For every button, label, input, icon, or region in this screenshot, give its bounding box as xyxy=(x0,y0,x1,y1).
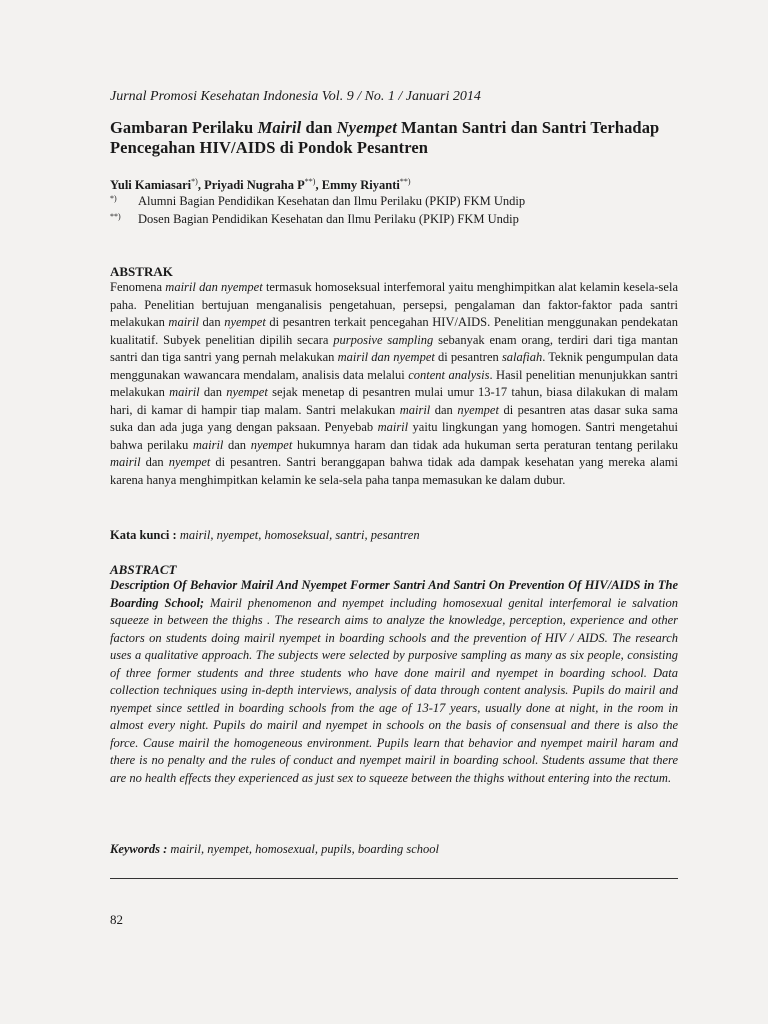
abstrak-term: purposive sampling xyxy=(333,332,434,347)
abstract-body xyxy=(110,577,678,787)
keywords-text: mairil, nyempet, homosexual, pupils, boarding school xyxy=(167,842,440,856)
author-list xyxy=(110,177,411,193)
abstrak-heading: ABSTRAK xyxy=(110,264,173,279)
abstrak-term: nyempet xyxy=(224,315,266,329)
title-term-mairil: Mairil xyxy=(257,118,302,137)
abstrak-term: nyempet xyxy=(457,402,499,417)
abstrak-term: salafiah xyxy=(501,350,543,364)
abstrak-text: yaitu lingkungan yang homogen. Santri mengetahui bahwa perilaku xyxy=(110,420,678,452)
abstrak-body xyxy=(110,279,678,489)
abstract-text: Mairil phenomenon and nyempet including homosexual genital interfemoral ie salvation squeeze in between the thighs . The research aims to analyze the knowledge, perception, experience and other factors on students doing mairil nyempet in boarding schools and the prevention of HIV / AIDS. The research uses a qualitative approach. The subjects were selected by purposive sampling as many as six people, consisting of three former students and three students who have done mairil and nyempet in boarding school. Data collection techniques using in-depth interviews, analysis of data through content analysis. Pupils do mairil and nyempet since settled in boarding schools from the age of 13-17 years, usually done at night, in the room in almost every night. Pupils do mairil and nyempet in schools on the basis of consensual and there is also the force. Cause mairil the homogeneous environment. Pupils learn that behavior and nyempet mairil haram and there is no penalty and the rules of conduct and nyempet mairil in boarding school. Students assume that there are no health effects they experienced as just sex to squeeze between the thighs without entering into the rectum. xyxy=(110,595,678,785)
affiliation-text: Dosen Bagian Pendidikan Kesehatan dan Ilmu Perilaku (PKIP) FKM Undip xyxy=(138,212,519,226)
abstrak-text: . Teknik pengumpulan data menggunakan wawancara mendalam, analisis data melalui xyxy=(110,350,678,382)
abstrak-text: di pesantren atas dasar suka sama suka dan ada juga yang dengan paksaan. Penyebab xyxy=(110,402,678,434)
article-title xyxy=(110,118,678,158)
affiliation-text: Alumni Bagian Pendidikan Kesehatan dan Ilmu Perilaku (PKIP) FKM Undip xyxy=(138,194,526,208)
abstrak-term: mairil dan nyempet xyxy=(165,280,263,294)
abstrak-term: content analysis xyxy=(408,367,490,382)
abstract-title: Description Of Behavior Mairil And Nyempet Former Santri And Santri On Prevention Of HIV/AIDS in The Boarding School; xyxy=(110,578,678,610)
abstrak-text: sebanyak enam orang, terdiri dari tiga mantan santri dan tiga santri yang pernah melakukan xyxy=(110,332,678,364)
abstrak-term: mairil xyxy=(110,455,141,469)
abstrak-text: sejak menetap di pesantren mulai umur 13-17 tahun, biasa dilakukan di malam hari, di kamar di hampir tiap malam. Santri melakukan xyxy=(110,385,678,417)
abstrak-term: mairil xyxy=(399,402,431,417)
abstrak-text: dan xyxy=(430,402,458,417)
abstrak-term: nyempet xyxy=(250,437,293,452)
abstrak-term: nyempet xyxy=(226,385,268,399)
keywords-label: Keywords : xyxy=(110,842,168,856)
affiliation-mark: *) xyxy=(110,194,117,203)
abstract-heading: ABSTRACT xyxy=(110,562,177,577)
kata-kunci-label: Kata kunci : xyxy=(110,528,177,542)
affiliation xyxy=(110,212,519,227)
affiliation-mark: **) xyxy=(399,177,411,186)
abstrak-text: di pesantren terkait pencegahan HIV/AIDS. Penelitian menggunakan pendekatan kualitatif. Subyek penelitian dipilih secara xyxy=(110,315,678,347)
affiliation-mark: **) xyxy=(304,177,316,186)
abstrak-text: dan xyxy=(199,385,227,399)
abstrak-text: di pesantren. Santri beranggapan bahwa tidak ada dampak kesehatan yang mereka alami karena hanya menghimpitkan kelamin ke sela-sela paha tanpa memasukan ke dalam dubur. xyxy=(110,455,678,487)
kata-kunci-text: mairil, nyempet, homoseksual, santri, pesantren xyxy=(176,528,420,542)
title-term-nyempet: Nyempet xyxy=(336,118,397,137)
title-part: dan xyxy=(301,118,337,137)
author-name: , Priyadi Nugraha P xyxy=(197,178,305,193)
abstrak-text: dan xyxy=(198,315,225,329)
abstrak-term: nyempet xyxy=(168,455,211,469)
affiliation-mark: **) xyxy=(110,212,121,221)
abstrak-term: mairil xyxy=(168,315,199,329)
abstrak-text: Fenomena xyxy=(110,280,166,294)
affiliation xyxy=(110,194,525,209)
title-part: Gambaran Perilaku xyxy=(110,118,258,137)
abstrak-term: mairil xyxy=(192,437,224,452)
divider xyxy=(110,878,678,879)
abstrak-term: mairil xyxy=(169,385,200,399)
abstrak-text: dan xyxy=(140,455,169,469)
author-name: , Emmy Riyanti xyxy=(315,178,400,193)
abstrak-text: . Hasil penelitian menunjukkan santri melakukan xyxy=(110,367,678,399)
abstrak-text: di pesantren xyxy=(434,350,502,364)
abstrak-text: hukumnya haram dan tidak ada hukuman serta peraturan tentang perilaku xyxy=(292,437,678,452)
title-part: Mantan Santri dan Santri Terhadap Pencegahan HIV/AIDS di Pondok Pesantren xyxy=(110,118,660,157)
author-name: Yuli Kamiasari xyxy=(110,178,192,193)
affiliation-mark: *) xyxy=(191,177,198,186)
keywords xyxy=(110,842,439,857)
abstrak-text: termasuk homoseksual interfemoral yaitu menghimpitkan alat kelamin kesela-sela paha. Penelitian bertujuan menganalisis pengetahuan, persepsi, pengalaman dan faktor-faktor pada santri melakukan xyxy=(110,280,678,329)
abstrak-text: dan xyxy=(223,437,251,452)
kata-kunci xyxy=(110,528,420,543)
abstrak-term: mairil dan nyempet xyxy=(337,350,435,364)
page-number: 82 xyxy=(110,912,123,927)
abstrak-term: mairil xyxy=(377,420,409,434)
journal-header: Jurnal Promosi Kesehatan Indonesia Vol. 9 / No. 1 / Januari 2014 xyxy=(110,89,481,104)
